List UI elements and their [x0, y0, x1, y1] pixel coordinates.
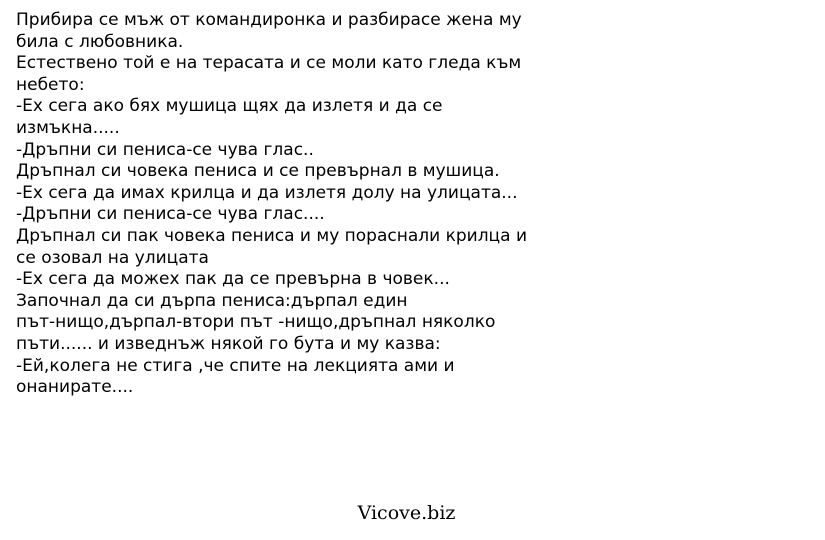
- joke-line: -Ех сега ако бях мушица щях да излетя и да се: [16, 96, 443, 117]
- joke-line: пъти...... и изведнъж някой го бута и му казва:: [16, 333, 441, 354]
- joke-line: Прибира се мъж от командиронка и разбирасе жена му: [16, 10, 522, 30]
- joke-line: се озовал на улицата: [16, 247, 209, 268]
- joke-line: -Дръпни си пениса-се чува глас..: [16, 139, 314, 160]
- joke-line: измъкна.....: [16, 117, 120, 138]
- joke-line: Естествено той е на терасата и се моли като гледа към: [16, 53, 522, 74]
- joke-line: -Ех сега да можех пак да се превърна в човек...: [16, 269, 450, 290]
- joke-line: небето:: [16, 74, 85, 95]
- joke-line: Дръпнал си човека пениса и се превърнал в мушица.: [16, 161, 500, 182]
- joke-line: път-нищо,дърпал-втори път -нищо,дръпнал няколко: [16, 312, 496, 333]
- joke-line: била с любовника.: [16, 31, 184, 52]
- joke-line: -Ех сега да имах крилца и да излетя долу на улицата...: [16, 182, 518, 203]
- joke-line: -Ей,колега не стига ,че спите на лекцията ами и: [16, 355, 455, 376]
- site-watermark: Vicove.biz: [357, 502, 456, 524]
- joke-line: Започнал да си дърпа пениса:дърпал един: [16, 290, 408, 311]
- joke-line: Дръпнал си пак човека пениса и му пораснали крилца и: [16, 225, 527, 246]
- joke-text: [16, 10, 816, 399]
- joke-line: -Дръпни си пениса-се чува глас....: [16, 204, 325, 225]
- joke-line: онанирате....: [16, 377, 134, 398]
